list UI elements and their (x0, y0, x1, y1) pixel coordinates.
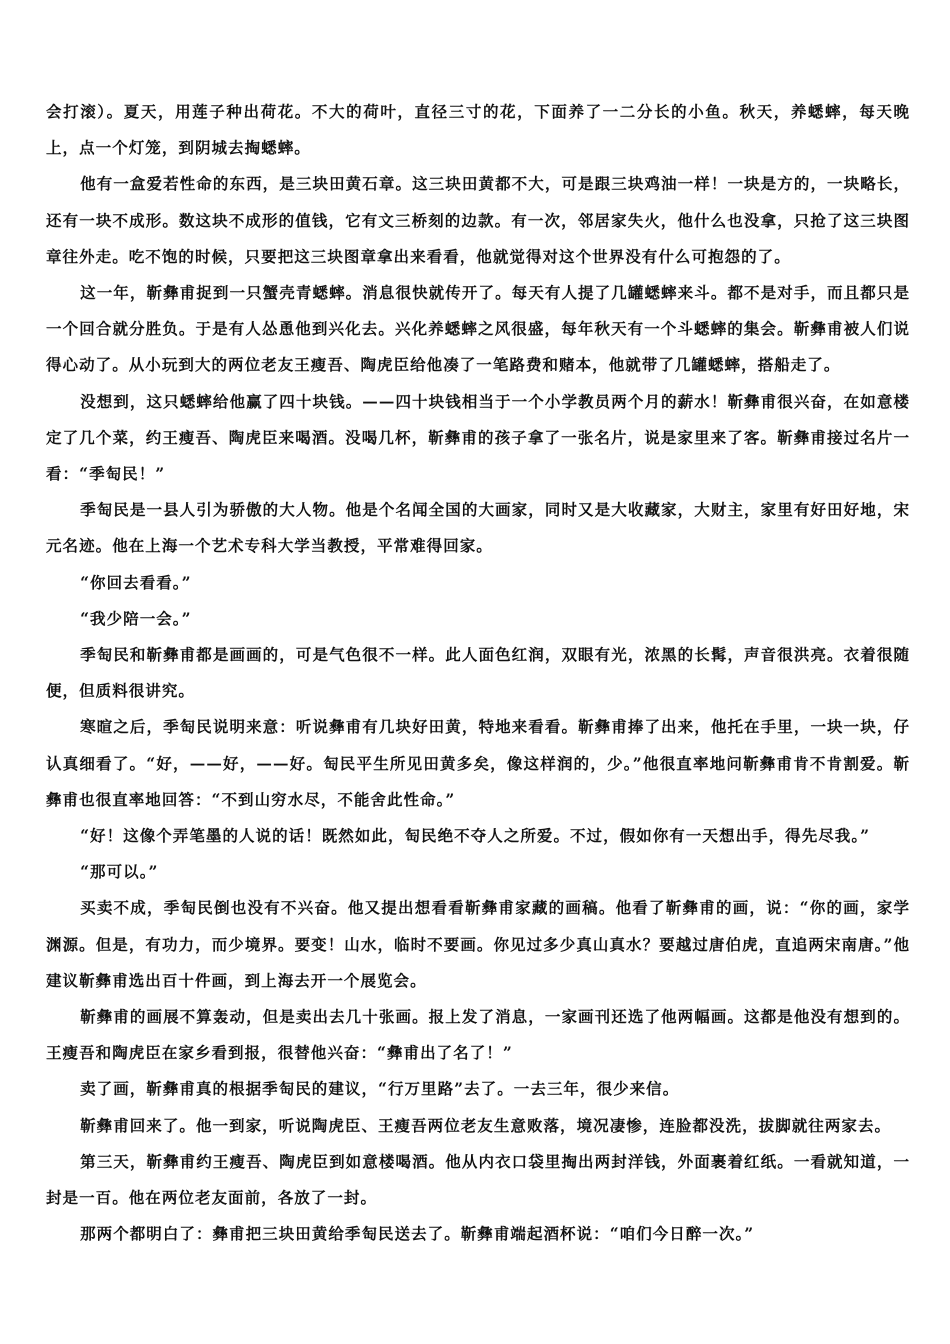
paragraph: 那两个都明白了：彝甫把三块田黄给季匋民送去了。靳彝甫端起酒杯说：“咱们今日醉一次。” (80, 1224, 755, 1244)
paragraph: 季匋民是一县人引为骄傲的大人物。他是个名闻全国的大画家，同时又是大收藏家，大财主，家里有好田好地，宋元名迹。他在上海一个艺术专科大学当教授，平常难得回家。 (46, 500, 910, 556)
paragraph: “你回去看看。” (80, 572, 192, 592)
paragraph: “我少陪一会。” (80, 608, 192, 628)
paragraph: 第三天，靳彝甫约王瘦吾、陶虎臣到如意楼喝酒。他从内衣口袋里掏出两封洋钱，外面裹着红纸。一看就知道，一封是一百。他在两位老友面前，各放了一封。 (46, 1151, 910, 1208)
paragraph: 会打滚）。夏天，用莲子种出荷花。不大的荷叶，直径三寸的花，下面养了一二分长的小鱼。秋天，养蟋蟀，每天晚上，点一个灯笼，到阴城去掏蟋蟀。 (46, 102, 910, 158)
paragraph: 寒暄之后，季匋民说明来意：听说彝甫有几块好田黄，特地来看看。靳彝甫捧了出来，他托在手里，一块一块，仔认真细看了。“好，——好，——好。匋民平生所见田黄多矣，像这样润的，少。”他很直率地问靳彝甫肯不肯割爱。靳彝甫也很直率地回答：“不到山穷水尽，不能舍此性命。” (46, 717, 910, 809)
paragraph: 这一年，靳彝甫捉到一只蟹壳青蟋蟀。消息很快就传开了。每天有人提了几罐蟋蟀来斗。都不是对手，而且都只是一个回合就分胜负。于是有人怂恿他到兴化去。兴化养蟋蟀之风很盛，每年秋天有一个斗蟋蟀的集会。靳彝甫被人们说得心动了。从小玩到大的两位老友王瘦吾、陶虎臣给他凑了一笔路费和赌本，他就带了几罐蟋蟀，搭船走了。 (46, 283, 910, 375)
paragraph: 靳彝甫的画展不算轰动，但是卖出去几十张画。报上发了消息，一家画刊还选了他两幅画。这都是他没有想到的。王瘦吾和陶虎臣在家乡看到报，很替他兴奋：“彝甫出了名了！” (46, 1007, 910, 1063)
paragraph: 他有一盒爱若性命的东西，是三块田黄石章。这三块田黄都不大，可是跟三块鸡油一样！一块是方的，一块略长，还有一块不成形。数这块不成形的值钱，它有文三桥刻的边款。有一次，邻居家失火，他什么也没拿，只抢了这三块图章往外走。吃不饱的时候，只要把这三块图章拿出来看看，他就觉得对这个世界没有什么可抱怨的了。 (46, 174, 910, 266)
paragraph: 季匋民和靳彝甫都是画画的，可是气色很不一样。此人面色红润，双眼有光，浓黑的长髯，声音很洪亮。衣着很随便，但质料很讲究。 (46, 645, 910, 701)
paragraph: 买卖不成，季匋民倒也没有不兴奋。他又提出想看看靳彝甫家藏的画稿。他看了靳彝甫的画，说：“你的画，家学渊源。但是，有功力，而少境界。要变！山水，临时不要画。你见过多少真山真水？要越过唐伯虎，直追两宋南唐。”他建议靳彝甫选出百十件画，到上海去开一个展览会。 (46, 898, 910, 990)
paragraph: 靳彝甫回来了。他一到家，听说陶虎臣、王瘦吾两位老友生意败落，境况凄惨，连脸都没洗，拔脚就往两家去。 (80, 1115, 892, 1135)
paragraph: “好！这像个弄笔墨的人说的话！既然如此，匋民绝不夺人之所爱。不过，假如你有一天想出手，得先尽我。” (80, 826, 871, 846)
paragraph: “那可以。” (80, 862, 159, 882)
paragraph: 卖了画，靳彝甫真的根据季匋民的建议，“行万里路”去了。一去三年，很少来信。 (80, 1079, 680, 1099)
document-body (46, 94, 910, 1253)
paragraph: 没想到，这只蟋蟀给他赢了四十块钱。——四十块钱相当于一个小学教员两个月的薪水！靳彝甫很兴奋，在如意楼定了几个菜，约王瘦吾、陶虎臣来喝酒。没喝几杯，靳彝甫的孩子拿了一张名片，说是家里来了客。靳彝甫接过名片一看：“季匋民！” (46, 391, 910, 484)
